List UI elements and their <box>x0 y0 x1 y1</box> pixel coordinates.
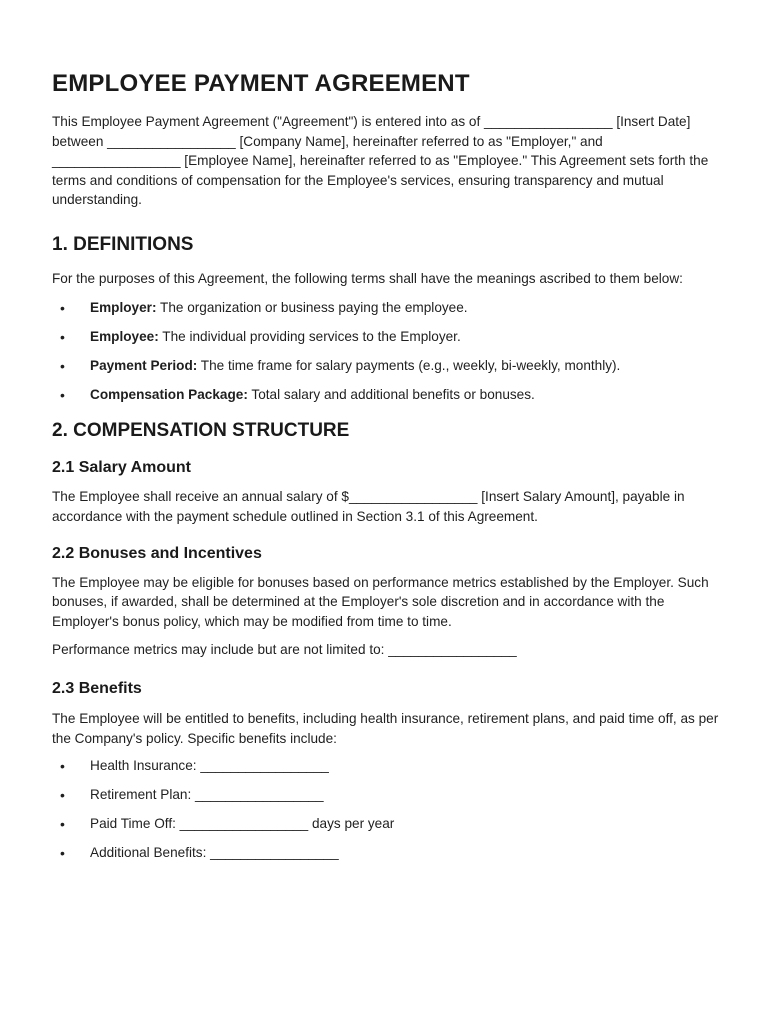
benefits-paragraph: The Employee will be entitled to benefits, including health insurance, retirement plans, and paid time off, as per the Company's policy. Specific benefits include: <box>52 711 719 746</box>
compensation-heading: 2. COMPENSATION STRUCTURE <box>52 420 350 442</box>
definition-text: Total salary and additional benefits or bonuses. <box>247 386 535 402</box>
definition-term: Employer: <box>90 299 157 315</box>
salary-paragraph: The Employee shall receive an annual salary of $_________________ [Insert Salary Amount], payable in accordance with the payment schedule outlined in Section 3.1 of this Agreement. <box>52 489 685 525</box>
bonuses-paragraph: The Employee may be eligible for bonuses based on performance metrics established by the Employer. Such bonuses, if awarded, shall be determined at the Employer's sole discretion and in accordance with the Employer's bonus policy, which may be modified from time to time. <box>52 574 709 629</box>
bullet-icon: • <box>60 386 65 403</box>
list-item <box>52 785 722 805</box>
bullet-icon: • <box>60 328 65 345</box>
bullet-icon: • <box>60 845 65 862</box>
list-item <box>52 843 722 863</box>
definitions-heading: 1. DEFINITIONS <box>52 233 194 255</box>
bullet-icon: • <box>60 816 65 833</box>
list-item <box>52 756 722 776</box>
benefits-heading: 2.3 Benefits <box>52 680 142 697</box>
salary-heading: 2.1 Salary Amount <box>52 459 192 477</box>
definition-text: The time frame for salary payments (e.g., weekly, bi-weekly, monthly). <box>197 357 621 373</box>
list-item <box>52 356 722 376</box>
benefit-text: Paid Time Off: _________________ days per year <box>90 816 395 832</box>
definition-term: Compensation Package: <box>90 386 248 402</box>
definition-term: Employee: <box>90 328 159 344</box>
bullet-icon: • <box>60 299 65 316</box>
bullet-icon: • <box>60 787 65 804</box>
definitions-intro: For the purposes of this Agreement, the following terms shall have the meanings ascribed to them below: <box>52 270 683 286</box>
bonuses-heading: 2.2 Bonuses and Incentives <box>52 544 262 562</box>
bullet-icon: • <box>60 758 65 775</box>
benefit-text: Retirement Plan: _________________ <box>90 787 324 803</box>
benefits-list <box>52 756 722 863</box>
intro-paragraph: This Employee Payment Agreement ("Agreement") is entered into as of _________________ [Insert Date] between _________________ [Company Name], hereinafter referred to as "Employer," and _________________ [Employee Name], hereinafter referred to as "Employee." This Agreement sets forth the terms and conditions of compensation for the Employee's services, ensuring transparency and mutual understanding. <box>52 114 709 208</box>
document-content <box>52 70 722 873</box>
list-item <box>52 814 722 834</box>
bullet-icon: • <box>60 357 65 374</box>
metrics-paragraph: Performance metrics may include but are not limited to: _________________ <box>52 642 517 658</box>
document-title: EMPLOYEE PAYMENT AGREEMENT <box>52 70 470 97</box>
benefit-text: Additional Benefits: _________________ <box>90 845 339 861</box>
list-item <box>52 385 722 405</box>
benefit-text: Health Insurance: _________________ <box>90 758 329 774</box>
definition-text: The individual providing services to the Employer. <box>158 328 461 344</box>
definitions-list <box>52 298 722 405</box>
list-item <box>52 298 722 318</box>
definition-term: Payment Period: <box>90 357 198 373</box>
definition-text: The organization or business paying the employee. <box>156 299 468 315</box>
list-item <box>52 327 722 347</box>
